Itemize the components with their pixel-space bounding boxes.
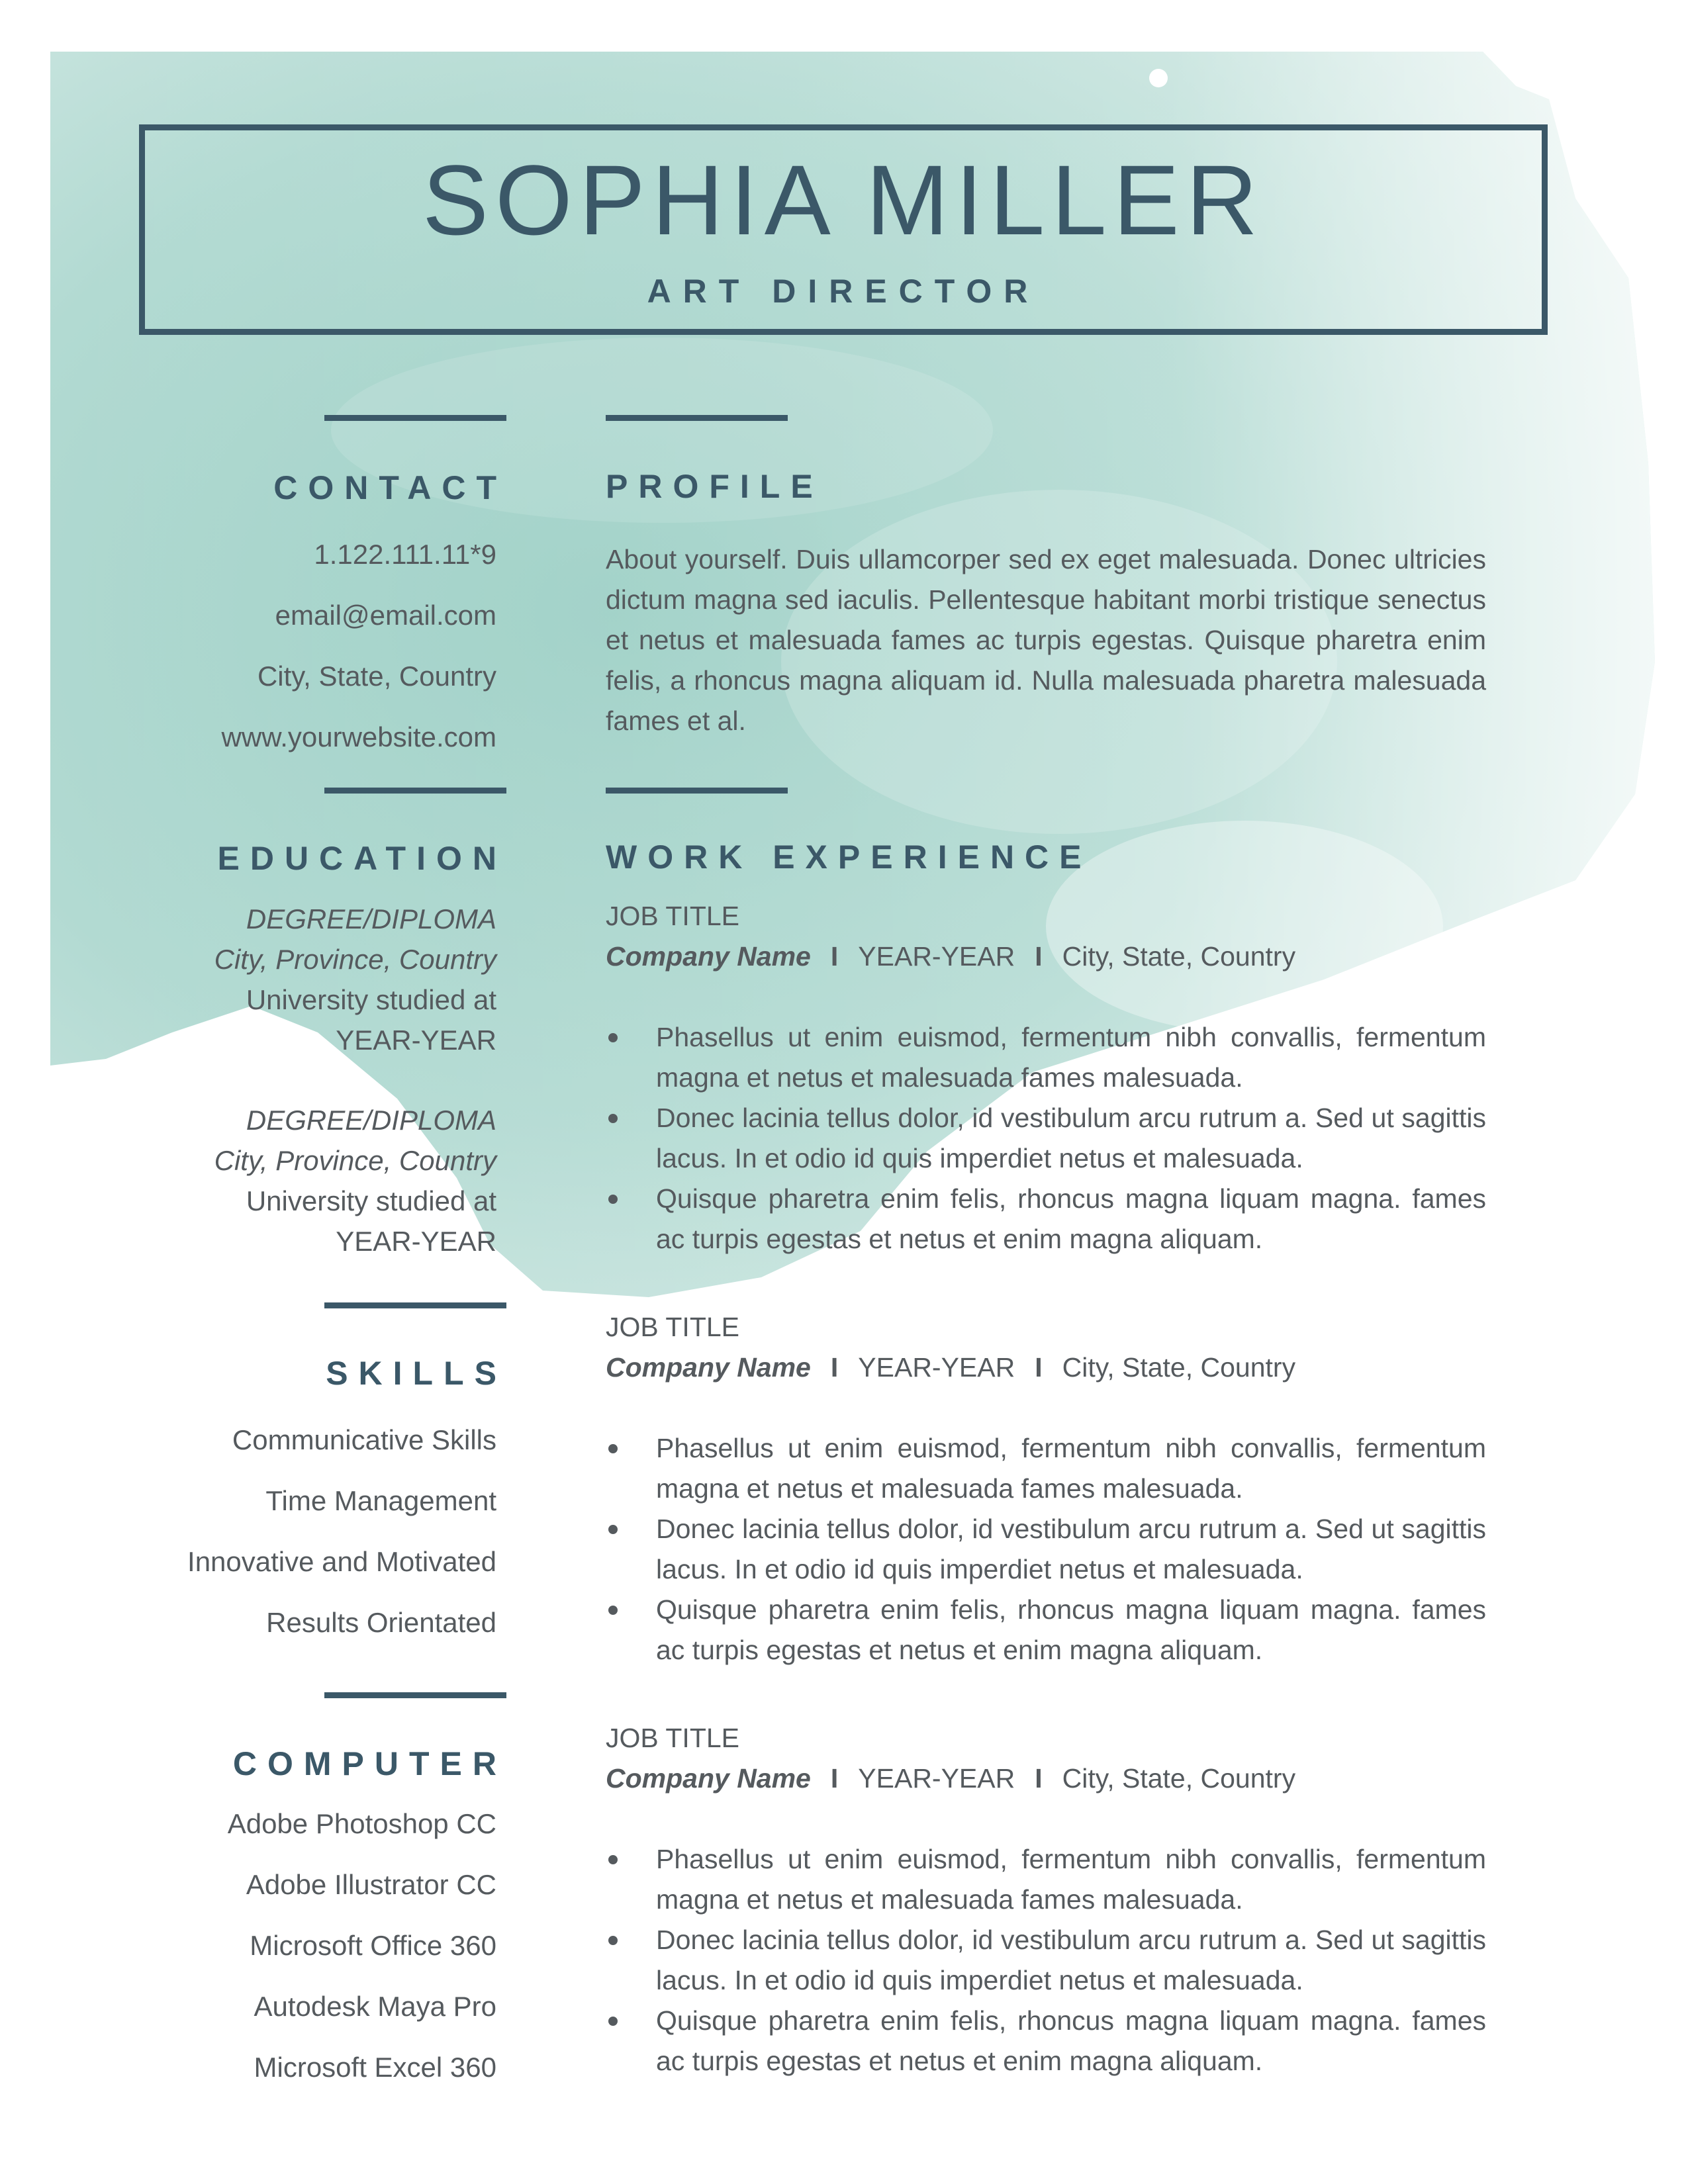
job-title: JOB TITLE [606, 1723, 740, 1753]
meta-separator: I [830, 941, 839, 972]
bullet-icon [608, 1033, 618, 1042]
candidate-name: SOPHIA MILLER [422, 144, 1265, 255]
meta-separator: I [1035, 941, 1043, 972]
job-entry [606, 1718, 1486, 2081]
bullet-icon [608, 1855, 618, 1864]
meta-separator: I [1035, 1352, 1043, 1383]
bullet-text: Quisque pharetra enim felis, rhoncus magna liquam magna. fames ac turpis egestas et netus et enim magna aliquam. [656, 1183, 1486, 1254]
job-bullets [606, 1017, 1486, 1259]
computer-divider [324, 1692, 506, 1698]
job-meta [606, 936, 1486, 977]
job-bullet [606, 1920, 1486, 2001]
bullet-text: Phasellus ut enim euismod, fermentum nibh convallis, fermentum magna et netus et malesuada fames malesuada. [656, 1433, 1486, 1504]
education-location: City, Province, Country [214, 944, 496, 975]
education-entry [214, 899, 496, 1060]
education-degree: DEGREE/DIPLOMA [246, 903, 496, 934]
skills-divider [324, 1302, 506, 1308]
job-title: JOB TITLE [606, 901, 740, 931]
computer-section [227, 1745, 507, 2098]
header-box [139, 124, 1548, 335]
profile-divider [606, 415, 788, 421]
bullet-text: Phasellus ut enim euismod, fermentum nibh convallis, fermentum magna et netus et malesuada fames malesuada. [656, 1022, 1486, 1093]
bullet-icon [608, 1606, 618, 1615]
job-bullet [606, 1098, 1486, 1179]
contact-section [221, 469, 507, 768]
job-bullet [606, 1839, 1486, 1920]
job-title: JOB TITLE [606, 1312, 740, 1342]
job-company: Company Name [606, 941, 811, 972]
work-heading: WORK EXPERIENCE [606, 839, 1092, 876]
contact-website[interactable]: www.yourwebsite.com [221, 721, 496, 752]
job-location: City, State, Country [1062, 1352, 1296, 1383]
bullet-icon [608, 1936, 618, 1945]
profile-heading: PROFILE [606, 468, 823, 505]
education-school: University studied at [246, 984, 496, 1015]
meta-separator: I [830, 1763, 839, 1794]
candidate-role: ART DIRECTOR [647, 273, 1040, 310]
bullet-text: Donec lacinia tellus dolor, id vestibulum arcu rutrum a. Sed ut sagittis lacus. In et odio id quis imperdiet netus et malesuada. [656, 1514, 1486, 1584]
bullet-text: Donec lacinia tellus dolor, id vestibulum arcu rutrum a. Sed ut sagittis lacus. In et odio id quis imperdiet netus et malesuada. [656, 1925, 1486, 1995]
education-divider [324, 788, 506, 794]
skill-item: Communicative Skills [232, 1424, 496, 1455]
bullet-text: Phasellus ut enim euismod, fermentum nibh convallis, fermentum magna et netus et malesuada fames malesuada. [656, 1844, 1486, 1915]
computer-item: Adobe Illustrator CC [246, 1869, 496, 1900]
job-bullet [606, 2001, 1486, 2081]
job-bullets [606, 1428, 1486, 1670]
bullet-text: Donec lacinia tellus dolor, id vestibulum arcu rutrum a. Sed ut sagittis lacus. In et odio id quis imperdiet netus et malesuada. [656, 1103, 1486, 1173]
computer-item: Adobe Photoshop CC [227, 1808, 496, 1839]
education-entry [214, 1100, 496, 1261]
bullet-text: Quisque pharetra enim felis, rhoncus magna liquam magna. fames ac turpis egestas et netus et enim magna aliquam. [656, 1594, 1486, 1665]
bullet-icon [608, 1444, 618, 1453]
meta-separator: I [1035, 1763, 1043, 1794]
bullet-icon [608, 1195, 618, 1204]
job-entry [606, 1307, 1486, 1670]
job-bullets [606, 1839, 1486, 2081]
bullet-icon [608, 1525, 618, 1534]
bullet-text: Quisque pharetra enim felis, rhoncus magna liquam magna. fames ac turpis egestas et netus et enim magna aliquam. [656, 2005, 1486, 2076]
education-degree: DEGREE/DIPLOMA [246, 1105, 496, 1136]
contact-heading: CONTACT [273, 469, 507, 506]
job-meta [606, 1758, 1486, 1799]
computer-item: Autodesk Maya Pro [254, 1991, 496, 2022]
job-entry [606, 896, 1486, 1259]
job-years: YEAR-YEAR [858, 941, 1015, 972]
education-school: University studied at [246, 1185, 496, 1216]
contact-location: City, State, Country [257, 660, 496, 692]
job-company: Company Name [606, 1352, 811, 1383]
job-bullet [606, 1590, 1486, 1670]
contact-phone: 1.122.111.11*9 [314, 539, 496, 570]
education-years: YEAR-YEAR [336, 1024, 496, 1056]
computer-item: Microsoft Office 360 [250, 1930, 496, 1961]
skill-item: Time Management [265, 1485, 496, 1516]
job-company: Company Name [606, 1763, 811, 1794]
contact-divider [324, 415, 506, 421]
skill-item: Innovative and Motivated [187, 1546, 496, 1577]
profile-section [606, 470, 1486, 741]
job-bullet [606, 1017, 1486, 1098]
profile-text: About yourself. Duis ullamcorper sed ex eget malesuada. Donec ultricies dictum magna sed iaculis. Pellentesque habitant morbi tristique senectus et netus et malesuada fames ac turpis egestas. Quisque pharetra enim felis, a rhoncus magna aliquam id. Nulla malesuada pharetra malesuada fames et al. [606, 544, 1486, 736]
job-years: YEAR-YEAR [858, 1352, 1015, 1383]
education-section [214, 840, 507, 1261]
work-divider [606, 788, 788, 794]
job-location: City, State, Country [1062, 941, 1296, 972]
bullet-icon [608, 2017, 618, 2026]
computer-item: Microsoft Excel 360 [254, 2052, 496, 2083]
job-bullet [606, 1509, 1486, 1590]
work-section [606, 841, 1486, 2081]
computer-heading: COMPUTER [232, 1745, 507, 1782]
job-bullet [606, 1179, 1486, 1259]
skill-item: Results Orientated [266, 1607, 496, 1638]
education-heading: EDUCATION [217, 840, 507, 877]
education-years: YEAR-YEAR [336, 1226, 496, 1257]
job-meta [606, 1347, 1486, 1388]
job-bullet [606, 1428, 1486, 1509]
skills-heading: SKILLS [326, 1355, 507, 1392]
bullet-icon [608, 1114, 618, 1123]
job-location: City, State, Country [1062, 1763, 1296, 1794]
contact-email[interactable]: email@email.com [275, 600, 496, 631]
job-years: YEAR-YEAR [858, 1763, 1015, 1794]
meta-separator: I [830, 1352, 839, 1383]
skills-section [187, 1355, 507, 1653]
education-location: City, Province, Country [214, 1145, 496, 1176]
